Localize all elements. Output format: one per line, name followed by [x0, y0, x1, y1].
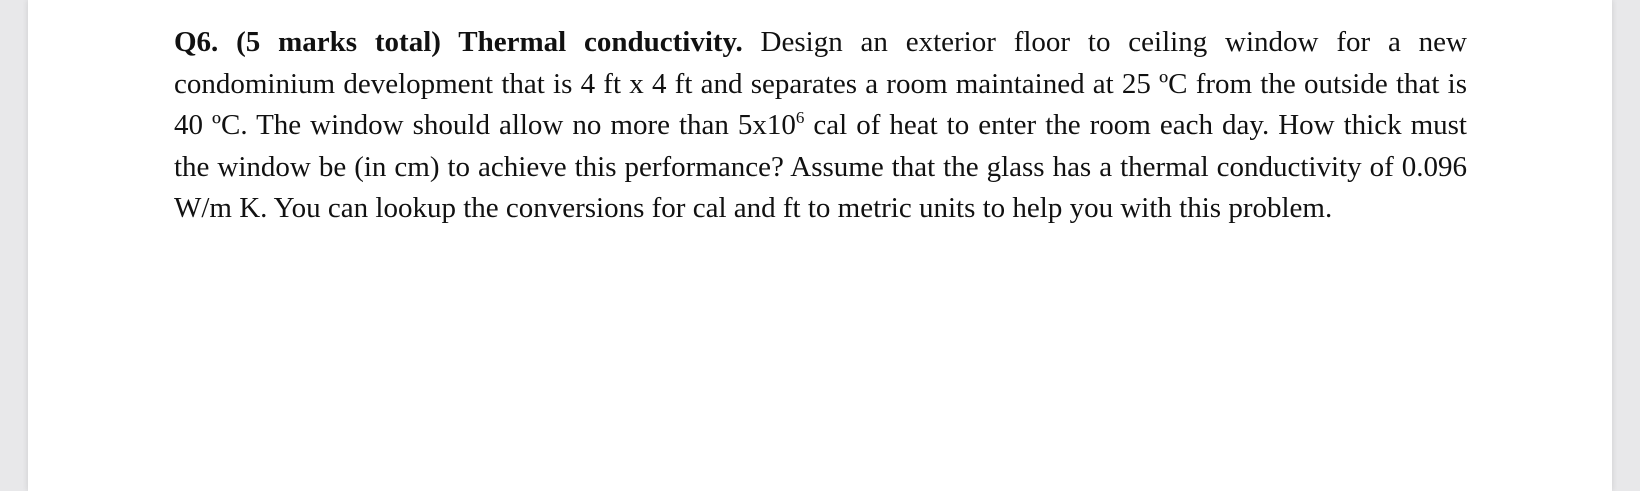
question-q6	[174, 22, 1467, 230]
question-body-part-2: cal of heat to enter the room each day. How thick must the window be (in cm) to achieve this performance? Assume that the glass has a thermal conductivity of 0.096 W/m K. You can lookup the conversions for cal and ft to metric units to help you with this problem.	[174, 109, 1467, 224]
question-heading: Q6. (5 marks total) Thermal conductivity.	[174, 26, 743, 58]
document-page	[28, 0, 1612, 491]
question-body-part-1: Design an exterior floor to ceiling window for a new condominium development that is 4 ft x 4 ft and separates a room maintained at 25 ºC from the outside that is 40 ºC. The window should allow no more than 5x10	[174, 26, 1467, 141]
exponent-superscript: 6	[795, 108, 805, 127]
